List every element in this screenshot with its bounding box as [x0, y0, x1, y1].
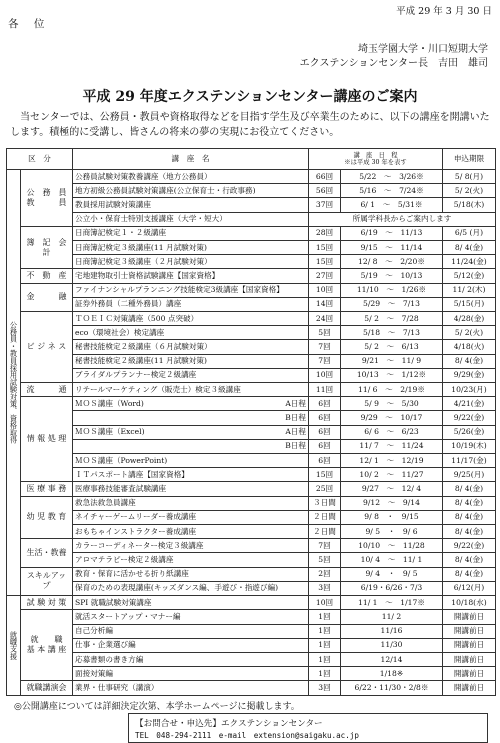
course-name: SPI 就職試験対策講座 [75, 597, 152, 607]
course-name: 教員採用試験対策講座 [75, 200, 151, 209]
table-row [7, 596, 496, 610]
application-deadline: 5/26(金) [443, 425, 496, 439]
course-name: ネイチャーゲームリーダー養成講座 [75, 512, 197, 522]
table-row [7, 340, 496, 354]
table-row [7, 425, 496, 439]
application-deadline: 8/ 4(金) [443, 354, 496, 368]
table-row [7, 269, 496, 283]
session-count: 1回 [309, 652, 341, 666]
session-count: 1回 [309, 624, 341, 638]
course-name-cell [73, 397, 309, 411]
table-row [7, 255, 496, 269]
header-deadline: 申込期限 [443, 149, 496, 170]
table-row [7, 212, 496, 226]
application-deadline: 9/22(金) [443, 411, 496, 425]
course-period: 9/ 4 ・ 9/ 5 [341, 567, 443, 581]
schedule-variant: A日程 [285, 398, 306, 408]
session-count: 5回 [309, 553, 341, 567]
course-period: 11/ 1 ～ 1/17※ [341, 596, 443, 610]
course-name-cell [73, 170, 309, 184]
category-label: 生活・教養 [21, 539, 73, 567]
course-name-cell [73, 581, 309, 595]
application-deadline: 開講前日 [443, 610, 496, 624]
table-row [7, 312, 496, 326]
course-name-cell [73, 667, 309, 681]
course-name: 日商簿記検定３級講座(11 月試験対策) [75, 242, 207, 252]
session-count: 25回 [309, 482, 341, 496]
table-row [7, 539, 496, 553]
course-period: 6/22・11/30・2/8※ [341, 681, 443, 696]
session-count: 37回 [309, 198, 341, 212]
course-period: 11/30 [341, 638, 443, 652]
session-count: 24回 [309, 312, 341, 326]
table-row [7, 652, 496, 666]
session-count: 6回 [309, 454, 341, 468]
session-count: 7回 [309, 340, 341, 354]
application-deadline: 4/28(金) [443, 312, 496, 326]
session-count: 6回 [309, 397, 341, 411]
session-count: 3回 [309, 581, 341, 595]
table-row [7, 170, 496, 184]
application-deadline: 9/22(金) [443, 539, 496, 553]
contact-box [128, 713, 488, 743]
session-count: 27回 [309, 269, 341, 283]
table-row [7, 297, 496, 311]
application-deadline: 開講前日 [443, 652, 496, 666]
application-deadline: 10/18(水) [443, 596, 496, 610]
sender-name: エクステンションセンター長 吉田 雄司 [299, 58, 488, 69]
course-name-cell [73, 269, 309, 283]
course-name: ＩＴパスポート講座【国家資格】 [75, 469, 189, 479]
application-deadline: 11/ 2(木) [443, 283, 496, 297]
session-count: 7回 [309, 354, 341, 368]
table-row [7, 581, 496, 595]
course-name-cell [73, 496, 309, 510]
session-count: 28回 [309, 226, 341, 240]
group-label: 公務員・教員採用試験対策、資格取得 [7, 170, 21, 596]
session-count: ３日間 [309, 496, 341, 510]
course-name: 証券外務員（二種外務員）講座 [75, 299, 182, 309]
session-count: 1回 [309, 667, 341, 681]
course-period: 12/ 1 ～ 12/19 [341, 454, 443, 468]
application-deadline: 10/23(月) [443, 383, 496, 397]
session-count: 11回 [309, 383, 341, 397]
header-course: 講 座 名 [73, 149, 309, 170]
course-name: eco（環境社会）検定講座 [75, 327, 165, 337]
course-name: 面接対策編 [75, 668, 113, 678]
session-count: 15回 [309, 241, 341, 255]
schedule-variant: A日程 [285, 427, 306, 437]
course-name: 自己分析編 [75, 626, 113, 636]
session-count: 10回 [309, 596, 341, 610]
category-label: 簿 記 会 計 [21, 226, 73, 269]
course-name-cell [73, 553, 309, 567]
course-period: 5/18 ～ 7/13 [341, 326, 443, 340]
course-name: ＴＯＥＩＣ対策講座（500 点突破） [75, 313, 199, 323]
course-period: 5/ 2 ～ 7/28 [341, 312, 443, 326]
course-period: 10/ 2 ～ 11/27 [341, 468, 443, 482]
table-row [7, 198, 496, 212]
category-label: 就 職 基 本 講 座 [21, 610, 73, 681]
table-row [7, 638, 496, 652]
course-period: 9/12 ～ 9/14 [341, 496, 443, 510]
course-name: 業界・仕事研究（講演） [75, 683, 159, 693]
course-name: 日商簿記検定３級講座（２月試験対策） [75, 256, 212, 266]
application-deadline: 10/19(木) [443, 439, 496, 453]
group-label: 就職支援 [7, 596, 21, 696]
course-name: ＭＯＳ講座（Word) [75, 398, 144, 408]
course-period: 5/19 ～ 10/13 [341, 269, 443, 283]
course-name-cell [73, 184, 309, 198]
category-label: 金 融 [21, 283, 73, 311]
category-label: 試 験 対 策 [21, 596, 73, 610]
course-name-cell [73, 283, 309, 297]
course-period: 5/29 ～ 7/13 [341, 297, 443, 311]
application-deadline: 8/ 4(金) [443, 510, 496, 524]
course-name: 応募書類の書き方編 [75, 654, 144, 664]
application-deadline: 8/ 4(金) [443, 553, 496, 567]
course-name: 就活スタートアップ・マナー編 [75, 611, 181, 621]
category-label: 就職講演会 [21, 681, 73, 696]
category-label: ビ ジ ネ ス [21, 312, 73, 383]
application-deadline: 8/ 4(金) [443, 567, 496, 581]
session-count: 10回 [309, 283, 341, 297]
table-row [7, 283, 496, 297]
session-count: 56回 [309, 184, 341, 198]
header-schedule-note: ※は平成 30 年を表す [344, 159, 407, 166]
course-name: 医療事務技能審査試験講座 [75, 484, 167, 494]
table-row [7, 439, 496, 453]
course-period: 6/ 1 ～ 5/31※ [341, 198, 443, 212]
application-deadline: 5/ 2(火) [443, 326, 496, 340]
course-name-cell [73, 368, 309, 382]
table-row [7, 241, 496, 255]
table-row [7, 610, 496, 624]
course-name-cell [73, 638, 309, 652]
application-deadline: 開講前日 [443, 667, 496, 681]
course-name-cell [73, 596, 309, 610]
category-label: 情 報 処 理 [21, 397, 73, 482]
session-count: 3回 [309, 681, 341, 696]
course-period: 9/27 ～ 12/ 4 [341, 482, 443, 496]
session-count: 1回 [309, 610, 341, 624]
application-deadline: 開講前日 [443, 624, 496, 638]
course-period: 10/10 ～ 11/28 [341, 539, 443, 553]
course-period: 11/ 7 ～ 11/24 [341, 439, 443, 453]
application-deadline: 4/18(火) [443, 340, 496, 354]
course-name: ファイナンシャルプランニング技能検定3級講座【国家資格】 [75, 285, 284, 295]
table-row [7, 681, 496, 696]
application-deadline: 5/ 2(火) [443, 184, 496, 198]
course-name-cell [73, 510, 309, 524]
course-name-cell [73, 198, 309, 212]
course-name-cell [73, 468, 309, 482]
course-name-cell [73, 681, 309, 696]
course-period: 5/ 2 ～ 6/13 [341, 340, 443, 354]
intro-paragraph: 当センターでは、公務員・教員や資格取得などを目指す学生及び卒業生のために、以下の講座を開講いたします。積極的に受講し、皆さんの将来の夢の実現にお役立てください。 [10, 112, 490, 138]
application-deadline: 11/17(金) [443, 454, 496, 468]
table-row [7, 326, 496, 340]
course-period: 1/18※ [341, 667, 443, 681]
session-count: ２日間 [309, 525, 341, 539]
header-schedule [309, 149, 443, 170]
course-period: 11/ 6 ～ 2/19※ [341, 383, 443, 397]
course-table-body [7, 170, 496, 696]
application-deadline: 8/ 4(金) [443, 525, 496, 539]
course-name-cell [73, 439, 309, 453]
course-name-cell [73, 383, 309, 397]
application-deadline: 5/ 8(月) [443, 170, 496, 184]
document-title: 平成 29 年度エクステンションセンター講座のご案内 [82, 89, 418, 105]
category-label: 不 動 産 [21, 269, 73, 283]
course-name: 日商簿記検定１・２級講座 [75, 228, 167, 238]
course-name: 宅地建物取引士資格試験講座【国家資格】 [75, 271, 220, 281]
course-name-cell [73, 482, 309, 496]
application-deadline: 8/ 4(金) [443, 241, 496, 255]
schedule-variant: B日程 [285, 413, 306, 423]
course-name-cell [73, 624, 309, 638]
session-count: 1回 [309, 638, 341, 652]
contact-details: TEL 048-294-2111 e-mail extension@saigaku.ac.jp [135, 731, 359, 740]
session-count: 2回 [309, 567, 341, 581]
course-period: 5/22 ～ 3/26※ [341, 170, 443, 184]
table-row [7, 368, 496, 382]
session-count: 15回 [309, 255, 341, 269]
course-period: 9/ 8 ・ 9/15 [341, 510, 443, 524]
session-count: 7回 [309, 539, 341, 553]
course-name-cell [73, 567, 309, 581]
session-count: 6回 [309, 425, 341, 439]
course-name-cell [73, 297, 309, 311]
table-row [7, 510, 496, 524]
application-deadline: 5/12(金) [443, 269, 496, 283]
category-label: 医 療 事 務 [21, 482, 73, 496]
table-row [7, 482, 496, 496]
course-period: 9/ 5 ・ 9/ 6 [341, 525, 443, 539]
course-name: 教育・保育に活かせる折り紙講座 [75, 569, 189, 579]
course-period: 10/ 4 ～ 11/ 1 [341, 553, 443, 567]
table-row [7, 184, 496, 198]
application-deadline: 8/ 4(金) [443, 496, 496, 510]
application-deadline: 5/18(木) [443, 198, 496, 212]
issue-date: 平成 29 年 3 月 30 日 [396, 6, 492, 17]
course-name: 秘書技能検定２級講座(11 月試験対策) [75, 356, 207, 366]
application-deadline: 9/29(金) [443, 368, 496, 382]
table-row [7, 525, 496, 539]
session-count: 5回 [309, 326, 341, 340]
category-label: 公 務 員 教 員 [21, 170, 73, 227]
table-header-row [7, 149, 496, 170]
table-row [7, 454, 496, 468]
course-name: おもちゃインストラクター養成講座 [75, 526, 197, 536]
course-name-cell [73, 610, 309, 624]
course-name-cell [73, 454, 309, 468]
course-period: 6/ 6 ～ 6/23 [341, 425, 443, 439]
course-period: 10/13 ～ 1/12※ [341, 368, 443, 382]
course-name-cell [73, 425, 309, 439]
course-name-cell [73, 354, 309, 368]
course-name: ＭＯＳ講座（Excel) [75, 427, 145, 437]
course-name-cell [73, 652, 309, 666]
course-period: 9/21 ～ 11/ 9 [341, 354, 443, 368]
table-row [7, 567, 496, 581]
course-name-cell [73, 340, 309, 354]
course-name-cell [73, 539, 309, 553]
session-count: 6回 [309, 411, 341, 425]
course-period: 6/19 ～ 11/13 [341, 226, 443, 240]
application-deadline: 5/15(月) [443, 297, 496, 311]
application-deadline: 開講前日 [443, 681, 496, 696]
application-deadline: 6/5 (月) [443, 226, 496, 240]
category-label: 幼 児 教 育 [21, 496, 73, 539]
addressee: 各 位 [8, 18, 51, 30]
course-name: 仕事・企業選び編 [75, 640, 136, 650]
session-count: 15回 [309, 468, 341, 482]
course-name: 公務員試験対策教養講座（地方公務員） [75, 171, 212, 181]
course-name-cell [73, 525, 309, 539]
session-count: 6回 [309, 439, 341, 453]
table-row [7, 383, 496, 397]
course-name: 秘書技能検定２級講座（６月試験対策） [75, 342, 212, 352]
footnote: ◎公開講座については詳細決定次第、本学ホームページに掲載します。 [14, 702, 300, 712]
table-row [7, 553, 496, 567]
course-period: 11/10 ～ 1/26※ [341, 283, 443, 297]
course-name: 地方初級公務員試験対策講座(公立保育士・行政事務) [75, 185, 256, 195]
course-period: 9/29 ～ 10/17 [341, 411, 443, 425]
course-name: リテールマーケティング（販売士）検定３級講座 [75, 384, 241, 394]
course-period: 11/ 2 [341, 610, 443, 624]
course-name: ブライダルプランナー検定２級講座 [75, 370, 197, 380]
course-period: 12/ 8 ～ 2/20※ [341, 255, 443, 269]
course-name-cell [73, 312, 309, 326]
category-label: スキルアップ [21, 567, 73, 595]
table-row [7, 397, 496, 411]
application-deadline: 11/24(金) [443, 255, 496, 269]
course-period: 11/16 [341, 624, 443, 638]
application-deadline: 6/12(月) [443, 581, 496, 595]
course-name-cell [73, 241, 309, 255]
course-name-cell [73, 226, 309, 240]
course-period: 6/19・6/26・7/3 [341, 581, 443, 595]
course-name: 救急法救急員講座 [75, 498, 136, 508]
course-name-cell [73, 326, 309, 340]
session-count: ２日間 [309, 510, 341, 524]
session-count: 66回 [309, 170, 341, 184]
course-note: 所属学科長からご案内します [309, 212, 496, 226]
course-name: アロマテラピー検定２級講座 [75, 555, 174, 565]
course-name: カラーコーディネーター検定３級講座 [75, 540, 204, 550]
session-count: 10回 [309, 368, 341, 382]
application-deadline: 9/25(月) [443, 468, 496, 482]
category-label: 流 通 [21, 383, 73, 397]
course-period: 9/15 ～ 11/14 [341, 241, 443, 255]
course-name: 保育のための表現講座(キッズダンス編、手遊び・指遊び編) [75, 583, 279, 593]
table-row [7, 354, 496, 368]
table-row [7, 468, 496, 482]
course-name-cell [73, 411, 309, 425]
schedule-variant: B日程 [285, 441, 306, 451]
course-period: 12/14 [341, 652, 443, 666]
table-row [7, 226, 496, 240]
contact-office: 【お問合せ・申込先】エクステンションセンター [135, 719, 323, 729]
table-row [7, 624, 496, 638]
table-row [7, 411, 496, 425]
header-category: 区 分 [7, 149, 73, 170]
course-name-cell [73, 212, 309, 226]
header-schedule-label: 講 座 日 程 [353, 152, 398, 159]
application-deadline: 4/21(金) [443, 397, 496, 411]
course-name-cell [73, 255, 309, 269]
table-row [7, 496, 496, 510]
course-period: 5/ 9 ～ 5/30 [341, 397, 443, 411]
application-deadline: 8/ 4(金) [443, 482, 496, 496]
application-deadline: 開講前日 [443, 638, 496, 652]
course-name: ＭＯＳ講座（PowerPoint) [75, 455, 168, 465]
course-table [6, 148, 496, 696]
session-count: 14回 [309, 297, 341, 311]
table-row [7, 667, 496, 681]
course-period: 5/16 ～ 7/24※ [341, 184, 443, 198]
sender-institution: 埼玉学園大学・川口短期大学 [358, 44, 488, 55]
course-name: 公立小・保育士特別支援講座（大学・短大） [75, 214, 227, 224]
